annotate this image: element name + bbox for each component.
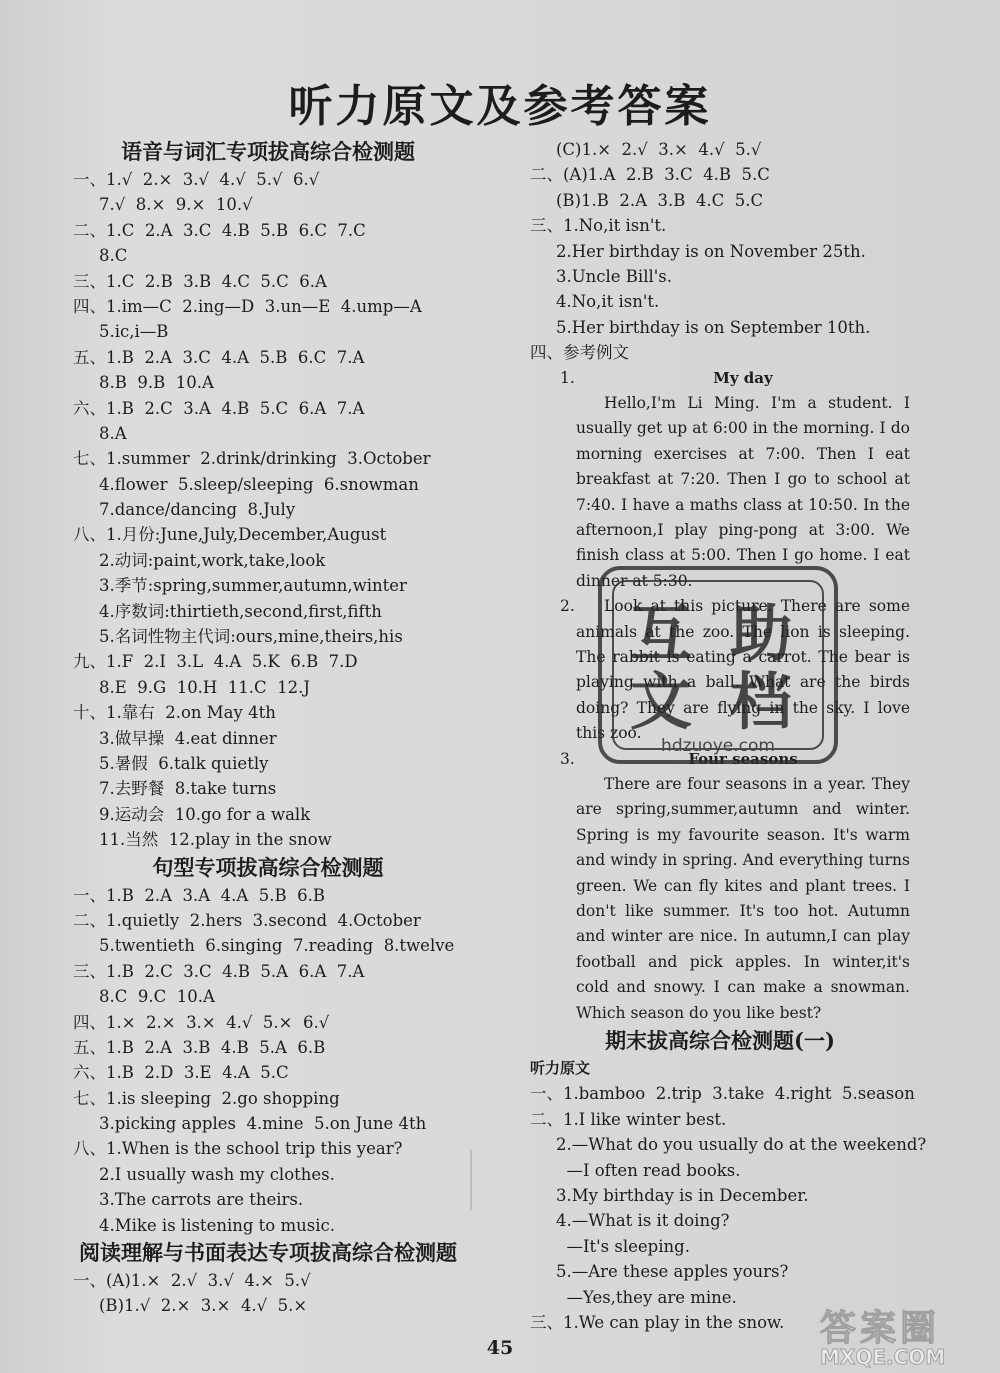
answer-line: 四、参考例文 (530, 343, 629, 363)
page-fold-line (470, 1150, 472, 1210)
answer-line: (B)1.B 2.A 3.B 4.C 5.C (556, 190, 764, 210)
essay-number: 3. (560, 749, 575, 768)
answer-line: 五、1.B 2.A 3.C 4.A 5.B 6.C 7.A (73, 347, 365, 367)
answer-line: 11.当然 12.play in the snow (99, 830, 332, 850)
stamp-url: hdzuoye.com (661, 736, 775, 756)
answer-line: 8.E 9.G 10.H 11.C 12.J (99, 677, 311, 697)
answer-line: 2.Her birthday is on November 25th. (556, 241, 866, 261)
section-heading: 句型专项拔高综合检测题 (152, 854, 384, 880)
watermark-bottom: MXQE.COM (820, 1345, 946, 1369)
answer-line: 三、1.We can play in the snow. (530, 1312, 785, 1332)
answer-line: 5.名词性物主代词:ours,mine,theirs,his (99, 627, 403, 647)
answer-line: 4.flower 5.sleep/sleeping 6.snowman (99, 474, 419, 494)
essay-text: There are four seasons in a year. They are spring,summer,autumn and winter. Spring is my favourite season. It's warm and windy in spring. And everything turns green. We can fly kites and plant trees. I don't like summer. It's too hot. Autumn and winter are nice. In autumn,I can play football and pick apples. In winter,it's cold and snowy. I can make a snowman. Which season do you like best? (576, 774, 910, 1022)
answer-line: 2.—What do you usually do at the weekend? (556, 1135, 927, 1155)
left-column (73, 137, 463, 1319)
essay-title: Four seasons (688, 749, 798, 768)
answer-line: 五、1.B 2.A 3.B 4.B 5.A 6.B (73, 1037, 326, 1057)
section-heading: 阅读理解与书面表达专项拔高综合检测题 (79, 1240, 457, 1266)
answer-line: 8.A (99, 423, 127, 443)
answer-line: 3.做早操 4.eat dinner (99, 728, 277, 748)
answer-line: (B)1.√ 2.× 3.× 4.√ 5.× (99, 1296, 308, 1316)
section-heading: 期末拔高综合检测题(一) (605, 1028, 835, 1054)
answer-line: 4.—What is it doing? (556, 1211, 730, 1231)
answer-line: 4.No,it isn't. (556, 292, 660, 312)
answer-line: 一、1.bamboo 2.trip 3.take 4.right 5.season (530, 1084, 915, 1104)
answer-line: 九、1.F 2.I 3.L 4.A 5.K 6.B 7.D (73, 652, 358, 672)
stamp-logo (598, 566, 838, 764)
answer-line: 一、1.B 2.A 3.A 4.A 5.B 6.B (73, 885, 326, 905)
answer-line: 二、1.C 2.A 3.C 4.B 5.B 6.C 7.C (73, 220, 366, 240)
answer-line: 3.My birthday is in December. (556, 1186, 809, 1205)
watermark-top: 答案圈 (820, 1308, 941, 1349)
answer-line: —Yes,they are mine. (556, 1287, 737, 1307)
answer-line: 7.dance/dancing 8.July (99, 500, 296, 520)
answer-line: 5.twentieth 6.singing 7.reading 8.twelve (99, 936, 455, 956)
answer-line: 二、1.I like winter best. (530, 1109, 727, 1129)
answer-line: 四、1.im—C 2.ing—D 3.un—E 4.ump—A (73, 296, 422, 316)
stamp-char: 助 (730, 597, 793, 670)
answer-line: 4.序数词:thirtieth,second,first,fifth (99, 601, 382, 621)
answer-line: 5.—Are these apples yours? (556, 1262, 789, 1282)
page-number: 45 (486, 1337, 514, 1359)
essay-number: 2. (560, 597, 575, 616)
answer-line: 七、1.summer 2.drink/drinking 3.October (73, 449, 431, 469)
answer-line: 2.I usually wash my clothes. (99, 1164, 335, 1184)
essay-title: My day (713, 368, 773, 387)
answer-line: 5.ic,i—B (99, 322, 169, 342)
answer-line: 8.B 9.B 10.A (99, 373, 214, 393)
answer-line: 七、1.is sleeping 2.go shopping (73, 1088, 340, 1108)
answer-line: 9.运动会 10.go for a walk (99, 804, 311, 824)
answer-line: 3.Uncle Bill's. (556, 266, 673, 286)
essay-text: Hello,I'm Li Ming. I'm a student. I usually get up at 6:00 in the morning. I do morning exercises at 7:00. Then I eat breakfast at 7:20. Then I go to school at 7:40. I have a maths class at 10:50. In the afternoon,I play ping-pong at 3:00. We finish class at 5:00. Then I go home. I eat dinner at 5:30. (576, 393, 910, 590)
essay-block (530, 366, 910, 595)
answer-line: 8.C (99, 246, 128, 266)
watermark-logo (820, 1300, 990, 1369)
answer-line: 7.去野餐 8.take turns (99, 779, 277, 799)
page-title: 听力原文及参考答案 (288, 81, 712, 132)
answer-line: 八、1.When is the school trip this year? (73, 1139, 403, 1159)
answer-line: 三、1.B 2.C 3.C 4.B 5.A 6.A 7.A (73, 961, 365, 981)
answer-line: (C)1.× 2.√ 3.× 4.√ 5.√ (556, 140, 762, 159)
answer-line: 三、1.No,it isn't. (530, 216, 667, 236)
stamp-char: 文 (630, 665, 693, 738)
answer-line: 4.Mike is listening to music. (99, 1215, 335, 1235)
answer-line: 5.Her birthday is on September 10th. (556, 317, 871, 337)
answer-line: 二、(A)1.A 2.B 3.C 4.B 5.C (530, 165, 770, 185)
answer-line: 3.picking apples 4.mine 5.on June 4th (99, 1114, 427, 1134)
answer-line: —It's sleeping. (556, 1236, 690, 1256)
answer-line: 5.暑假 6.talk quietly (99, 753, 269, 773)
answer-line: 三、1.C 2.B 3.B 4.C 5.C 6.A (73, 271, 327, 291)
answer-line: 2.动词:paint,work,take,look (99, 550, 326, 570)
section-heading: 语音与词汇专项拔高综合检测题 (121, 139, 415, 164)
answer-line: 二、1.quietly 2.hers 3.second 4.October (73, 910, 421, 930)
answer-line: 六、1.B 2.D 3.E 4.A 5.C (73, 1063, 289, 1083)
answer-line: 十、1.靠右 2.on May 4th (73, 703, 276, 723)
sub-heading: 听力原文 (530, 1059, 591, 1078)
answer-line: 7.√ 8.× 9.× 10.√ (99, 195, 253, 215)
answer-line: 一、1.√ 2.× 3.√ 4.√ 5.√ 6.√ (73, 170, 320, 189)
stamp-char: 档 (730, 665, 793, 738)
answer-line: 一、(A)1.× 2.√ 3.√ 4.× 5.√ (73, 1271, 311, 1291)
stamp-char: 互 (630, 597, 693, 670)
essay-number: 1. (560, 368, 575, 387)
answer-line: —I often read books. (556, 1160, 741, 1180)
answer-line: 六、1.B 2.C 3.A 4.B 5.C 6.A 7.A (73, 398, 365, 418)
answer-line: 八、1.月份:June,July,December,August (73, 525, 387, 545)
answer-line: 3.The carrots are theirs. (99, 1190, 304, 1210)
answer-line: 8.C 9.C 10.A (99, 987, 215, 1007)
answer-line: 四、1.× 2.× 3.× 4.√ 5.× 6.√ (73, 1012, 330, 1032)
essay-text: Look at this picture. There are some animals at the zoo. The lion is sleeping. The rabbit is eating a carrot. The bear is playing with a ball. What are the birds doing? They are flying in the sky. I love this zoo. (576, 597, 910, 743)
essay-block (530, 747, 910, 1026)
answer-line: 3.季节:spring,summer,autumn,winter (99, 576, 407, 596)
